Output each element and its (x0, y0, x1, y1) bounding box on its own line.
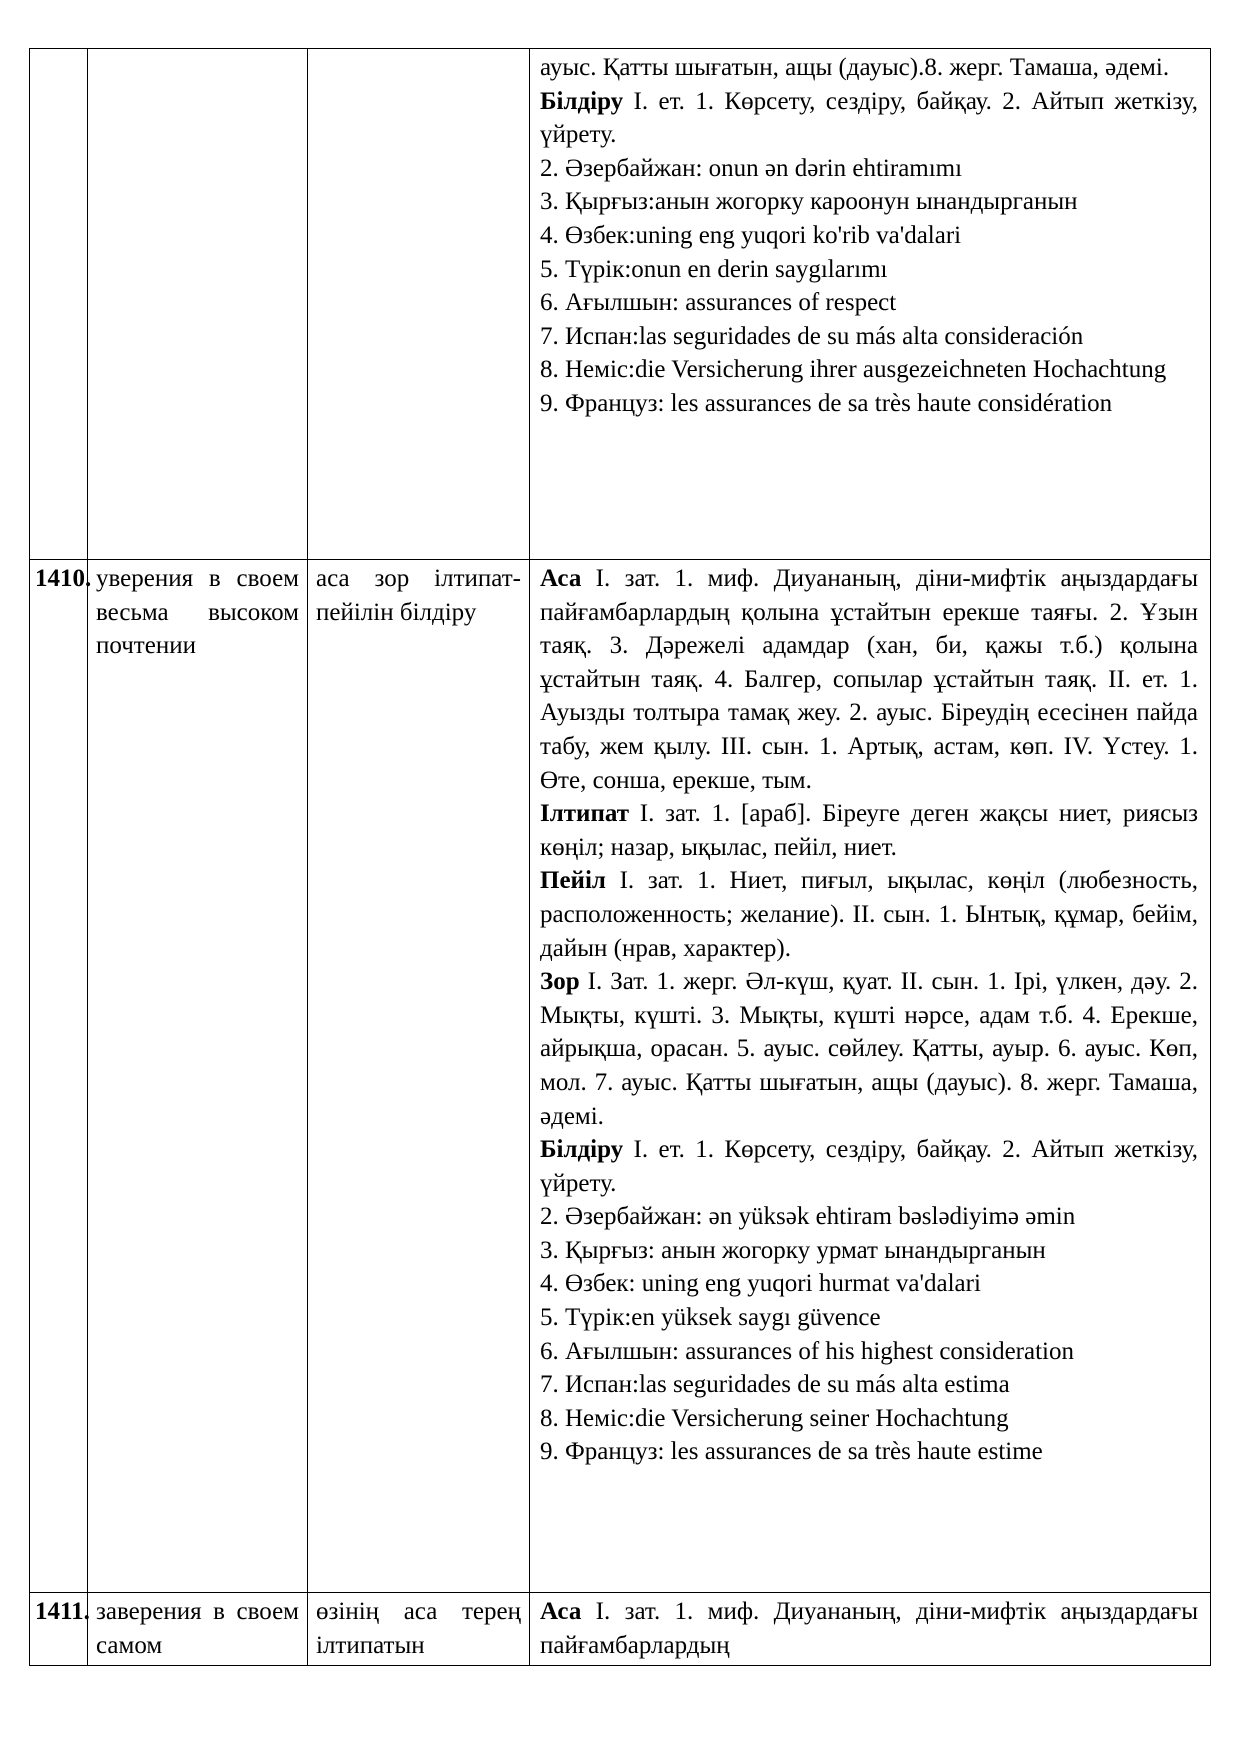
translation-line: 2. Әзербайжан: onun ən dərin ehtiramımı (540, 154, 963, 182)
definition-entry: Аса І. зат. 1. миф. Диуананың, діни-мифтік аңыздардағы пайғамбарлардың қолына ұстайтын ерекше таяғы. 2. Ұзын таяқ. 3. Дәрежелі адамдар (хан, би, қажы т.б.) қолына ұстайтын таяқ. 4. Балгер, сопылар ұстайтын таяқ. ІІ. ет. 1. Ауызды толтыра тамақ жеу. 2. ауыс. Біреудің есесінен пайда табу, жем қылу. ІІІ. сын. 1. Артық, астам, көп. IV. Үстеу. 1. Өте, сонша, ерекше, тым. (540, 565, 1198, 794)
translation-line: 7. Испан:las seguridades de su más alta estima (540, 1371, 1010, 1399)
translation-line: 8. Неміс:die Versicherung ihrer ausgezeichneten Hochachtung (540, 356, 1167, 384)
translation-line: 5. Түрік:en yüksek saygı güvence (540, 1304, 881, 1332)
definitions-cell (530, 1593, 1211, 1666)
table-row (30, 49, 1211, 560)
table-row (30, 560, 1211, 1593)
entry-number-cell: 1410. (30, 560, 88, 1593)
definition-entry: Зор І. Зат. 1. жерг. Әл-күш, қуат. ІІ. сын. 1. Ірі, үлкен, дәу. 2. Мықты, күшті. 3. Мықты, күшті нәрсе, адам т.б. 4. Ерекше, айрықша, орасан. 5. ауыс. сөйлеу. Қатты, ауыр. 6. ауыс. Көп, мол. 7. ауыс. Қатты шығатын, ащы (дауыс). 8. жерг. Тамаша, әдемі. (540, 968, 1198, 1130)
table-row (30, 1593, 1211, 1666)
definition-entry: ауыс. Қатты шығатын, ащы (дауыс).8. жерг. Тамаша, әдемі. (540, 54, 1170, 81)
translation-line: 3. Қырғыз:анын жогорку кароонун ынандырганын (540, 188, 1078, 216)
definition-term: Пейіл (540, 867, 606, 895)
entry-number-cell: 1411. (30, 1593, 88, 1666)
definition-entry: Ілтипат І. зат. 1. [араб]. Біреуге деген жақсы ниет, риясыз көңіл; назар, ықылас, пейіл, ниет. (540, 800, 1198, 861)
definition-entry: Пейіл І. зат. 1. Ниет, пиғыл, ықылас, көңіл (любезность, расположенность; желание). ІІ. сын. 1. Ынтық, құмар, бейім, дайын (нрав, характер). (540, 867, 1198, 962)
definition-entry: Аса І. зат. 1. миф. Диуананың, діни-мифтік аңыздардағы пайғамбарлардың (540, 1598, 1198, 1659)
definitions-cell (530, 49, 1211, 560)
russian-phrase-cell (88, 49, 308, 560)
entry-number-cell (30, 49, 88, 560)
definition-entry: Білдіру І. ет. 1. Көрсету, сездіру, байқау. 2. Айтып жеткізу, үйрету. (540, 87, 1198, 149)
translation-line: 5. Түрік:onun en derin saygılarımı (540, 255, 888, 283)
russian-phrase-cell: заверения в своем самом (88, 1593, 308, 1666)
definition-term: Білдіру (540, 87, 624, 115)
definition-term: Білдіру (540, 1136, 624, 1164)
translation-line: 2. Әзербайжан: ən yüksək ehtiram bəslədiyimə əmin (540, 1203, 1076, 1231)
dictionary-table (29, 48, 1211, 1666)
translation-line: 4. Өзбек:uning eng yuqori ko'rib va'dalari (540, 221, 962, 249)
kazakh-phrase-cell: өзінің аса терең ілтипатын (308, 1593, 530, 1666)
definition-term: Ілтипат (540, 800, 629, 828)
definition-term: Аса (540, 1598, 582, 1625)
translation-line: 4. Өзбек: uning eng yuqori hurmat va'dalari (540, 1270, 981, 1298)
definition-entry: Білдіру І. ет. 1. Көрсету, сездіру, байқау. 2. Айтып жеткізу, үйрету. (540, 1136, 1198, 1197)
translation-line: 9. Француз: les assurances de sa très haute estime (540, 1438, 1043, 1466)
translation-line: 3. Қырғыз: анын жогорку урмат ынандырганын (540, 1236, 1046, 1264)
translation-line: 6. Ағылшын: assurances of respect (540, 289, 897, 317)
kazakh-phrase-cell (308, 49, 530, 560)
translation-line: 9. Француз: les assurances de sa très haute considération (540, 389, 1113, 417)
kazakh-phrase-cell: аса зор ілтипат-пейілін білдіру (308, 560, 530, 1593)
definitions-cell (530, 560, 1211, 1593)
translation-line: 6. Ағылшын: assurances of his highest consideration (540, 1337, 1074, 1365)
definition-term: Зор (540, 968, 580, 996)
translation-line: 8. Неміс:die Versicherung seiner Hochachtung (540, 1404, 1009, 1432)
translation-line: 7. Испан:las seguridades de su más alta consideración (540, 322, 1084, 350)
russian-phrase-cell: уверения в своем весьма высоком почтении (88, 560, 308, 1593)
definition-term: Аса (540, 565, 582, 592)
